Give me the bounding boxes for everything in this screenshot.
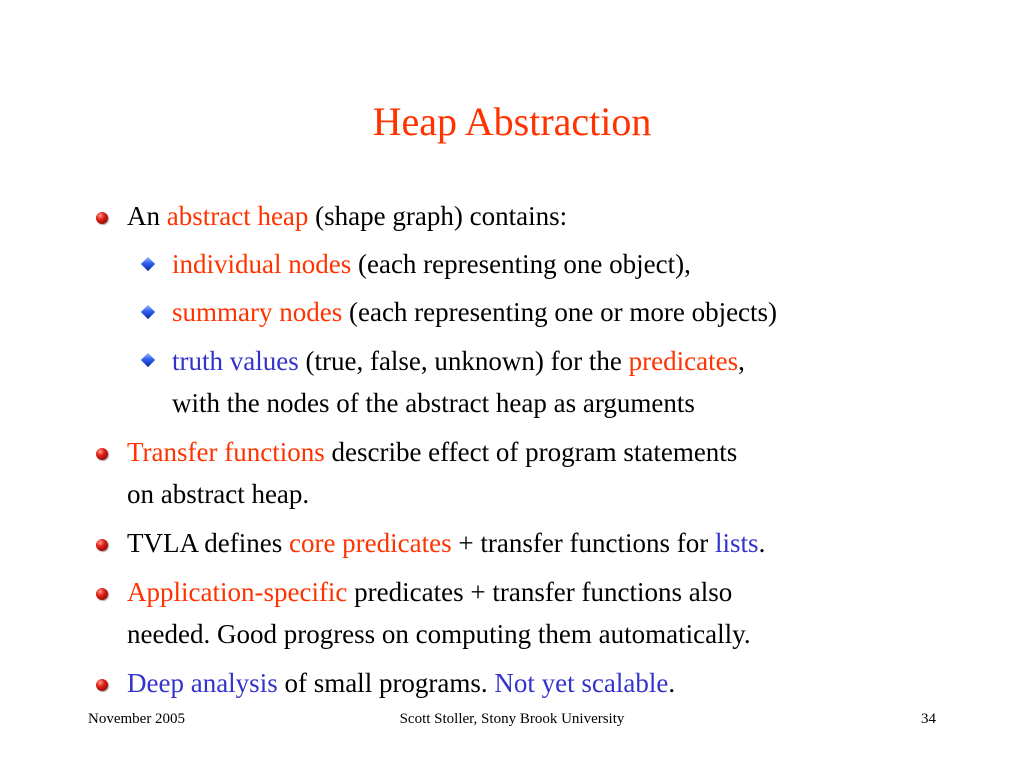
footer-author: Scott Stoller, Stony Brook University [399,711,625,727]
subbullet-truth-values-continuation: with the nodes of the abstract heap as arguments [172,388,695,418]
subbullet-individual-nodes: individual nodes (each representing one object), [172,249,691,279]
footer-date: November 2005 [88,711,186,727]
slide-title: Heap Abstraction [372,99,652,144]
bullet-tvla: TVLA defines core predicates + transfer functions for lists. [127,528,766,558]
red-ball-bullet-icon [96,212,108,224]
red-ball-bullet-icon [96,679,108,691]
red-ball-bullet-icon [96,448,108,460]
blue-diamond-bullet-icon [141,305,155,319]
subbullet-summary-nodes: summary nodes (each representing one or more objects) [172,297,778,327]
subbullet-truth-values: truth values (true, false, unknown) for the predicates, [172,346,745,376]
red-ball-bullet-icon [96,588,108,600]
bullet-deep-analysis: Deep analysis of small programs. Not yet scalable. [127,668,676,698]
red-ball-bullet-icon [96,539,108,551]
bullet-application-specific-continuation: needed. Good progress on computing them automatically. [127,619,751,649]
blue-diamond-bullet-icon [141,257,155,271]
bullet-transfer-functions: Transfer functions describe effect of program statements [127,437,738,467]
bullet-abstract-heap: An abstract heap (shape graph) contains: [127,201,568,231]
footer-page-number: 34 [921,711,936,727]
blue-diamond-bullet-icon [141,353,155,367]
bullet-transfer-functions-continuation: on abstract heap. [127,479,310,509]
bullet-application-specific: Application-specific predicates + transfer functions also [127,577,733,607]
